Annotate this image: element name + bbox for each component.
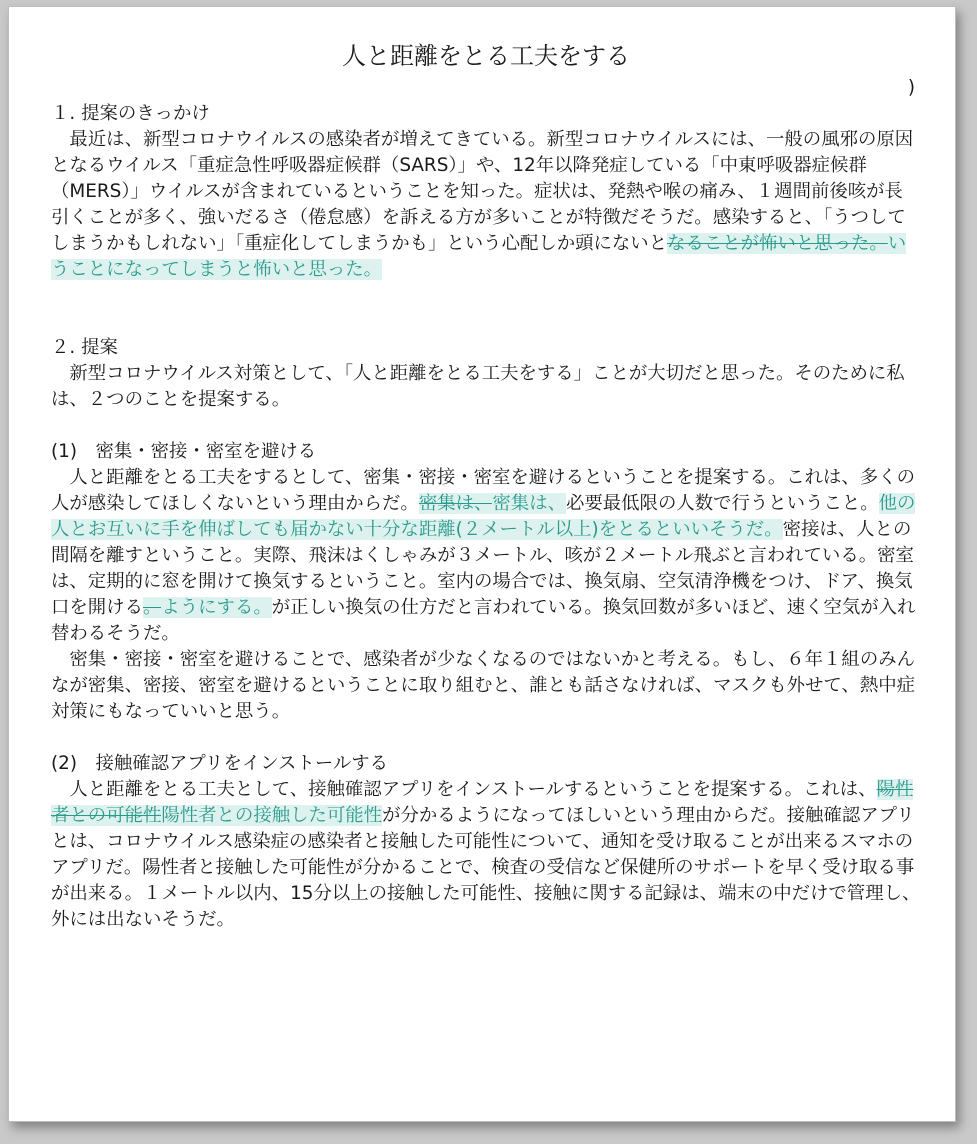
body-text: 必要最低限の人数で行うということ。 <box>565 493 879 514</box>
section-3-heading: (1) 密集・密接・密室を避ける <box>51 441 317 462</box>
section-2-paragraph: 新型コロナウイルス対策として、「人と距離をとる工夫をする」ことが大切だと思った。そのために私は、２つのことを提案する。 <box>51 363 905 410</box>
section-2-heading: ２. 提案 <box>51 337 118 358</box>
inserted-text[interactable]: いうことになってしまうと怖いと思った。 <box>51 233 907 280</box>
section-1-heading: １. 提案のきっかけ <box>51 103 210 124</box>
inserted-text[interactable]: 他の人とお互いに手を伸ばしても届かない十分な距離(２メートル以上)をとるといいそうだ。 <box>51 493 916 540</box>
deleted-text[interactable]: 陽性者との可能性 <box>51 779 914 826</box>
inserted-text[interactable]: ようにする。 <box>161 597 272 618</box>
name-paren: ) <box>907 77 915 98</box>
body-text: が分かるようになってほしいという理由からだ。接触確認アプリとは、コロナウイルス感染症の感染者と接触した可能性について、通知を受け取ることが出来るスマホのアプリだ。陽性者と接触した可能性が分かることで、検査の受信など保健所のサポートを早く受け取る事が出来る。１メートル以内、15分以上の接触した可能性、接触に関する記録は、端末の中だけで管理し、外には出ないそうだ。 <box>51 805 921 930</box>
document-title: 人と距離をとる工夫をする <box>342 42 630 70</box>
body-text: 密接は、人との間隔を離すということ。実際、飛沫はくしゃみが３メートル、咳が２メートル飛ぶと言われている。密室は、定期的に窓を開けて換気するということ。室内の場合では、換気扇、空気清浄機をつけ、ドア、換気口を開ける <box>51 519 914 618</box>
body-text: 最近は、新型コロナウイルスの感染者が増えてきている。新型コロナウイルスには、一般の風邪の原因となるウイルス「重症急性呼吸器症候群（SARS）」や、12年以降発症している「中東呼吸器症候群（MERS）」ウイルスが含まれているということを知った。症状は、発熱や喉の痛み、１週間前後咳が長引くことが多く、強いだるさ（倦怠感）を訴える方が多いことが特徴だそうだ。感染すると、「うつしてしまうかもしれない」「重症化してしまうかも」という心配しか頭にないと <box>51 129 914 254</box>
section-3-paragraph-1 <box>51 465 921 647</box>
document-page <box>8 6 956 1122</box>
section-3-paragraph-2: 密集・密接・密室を避けることで、感染者が少なくなるのではないかと考える。もし、６年１組のみんなが密集、密接、密室を避けるということに取り組むと、誰とも話さなければ、マスクも外せて、熱中症対策にもなっていいと思う。 <box>51 649 915 722</box>
section-4-heading: (2) 接触確認アプリをインストールする <box>51 753 389 774</box>
document-body <box>51 39 921 933</box>
deleted-text[interactable]: なることが怖いと思った。 <box>667 233 888 254</box>
inserted-text[interactable]: 陽性者との接触した可能性 <box>161 805 383 826</box>
section-4-paragraph <box>51 777 921 933</box>
deleted-text[interactable]: 。 <box>142 597 162 618</box>
deleted-text[interactable]: 密集は、 <box>418 493 493 514</box>
body-text: 人と距離をとる工夫をするとして、密集・密接・密室を避けるということを提案する。これは、多くの人が感染してほしくないという理由からだ。 <box>51 467 915 514</box>
body-text: 人と距離をとる工夫として、接触確認アプリをインストールするということを提案する。これは、 <box>69 779 877 800</box>
body-text: が正しい換気の仕方だと言われている。換気回数が多いほど、速く空気が入れ替わるそうだ。 <box>51 597 916 644</box>
section-1-paragraph <box>51 127 921 283</box>
inserted-text[interactable]: 密集は、 <box>492 493 566 514</box>
